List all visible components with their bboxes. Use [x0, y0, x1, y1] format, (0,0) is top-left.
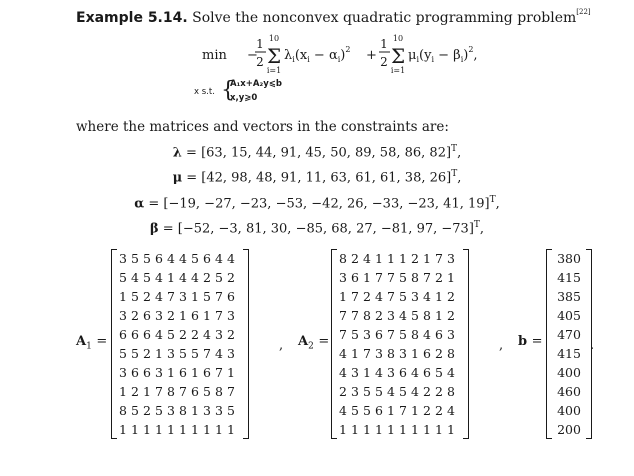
- matrix-cell: 3: [167, 346, 175, 361]
- matrix-cell: 6: [351, 270, 359, 285]
- matrix-cell: 1: [167, 270, 175, 285]
- matrix-cell: 7: [387, 270, 395, 285]
- matrix-cell: 6: [435, 327, 443, 342]
- matrix-cell: 8: [387, 346, 395, 361]
- right-bracket: [243, 249, 249, 439]
- matrix-cell: 2: [179, 327, 187, 342]
- right-bracket: [463, 249, 469, 439]
- matrix-cell: 4: [375, 289, 383, 304]
- frac-num-1: 1: [256, 37, 264, 51]
- matrix-cell: 3: [215, 403, 223, 418]
- vector-lambda: λ = [63, 15, 44, 91, 45, 50, 89, 58, 86, 82]$^T$,: [172, 144, 462, 161]
- vector-alpha: α = [−19, −27, −23, −53, −42, 26, −33, −23, 41, 19]$^T$,: [134, 195, 500, 212]
- matrix-cell: 2: [167, 308, 175, 323]
- matrix-cell: 8: [119, 403, 127, 418]
- matrix-a2: [331, 249, 469, 439]
- matrix-cell: 3: [179, 289, 187, 304]
- vector-cell: 385: [557, 289, 581, 304]
- constraint-2: x,y⩾0: [230, 93, 258, 103]
- example-text: Solve the nonconvex quadratic programming problem: [192, 10, 577, 26]
- matrix-row: [117, 420, 237, 439]
- matrix-row: [117, 268, 237, 287]
- matrix-cell: 4: [155, 327, 163, 342]
- matrix-cell: 7: [203, 346, 211, 361]
- matrix-cell: 6: [423, 346, 431, 361]
- matrix-cell: 1: [203, 422, 211, 437]
- matrix-cell: 3: [167, 403, 175, 418]
- matrix-cell: 5: [155, 403, 163, 418]
- matrix-cell: 4: [411, 384, 419, 399]
- matrix-cell: 3: [387, 308, 395, 323]
- matrix-cell: 2: [227, 327, 235, 342]
- matrix-cell: 7: [435, 251, 443, 266]
- matrix-cell: 4: [191, 270, 199, 285]
- matrix-cell: 1: [191, 422, 199, 437]
- matrix-cell: 8: [447, 384, 455, 399]
- matrix-cell: 7: [215, 308, 223, 323]
- matrix-cell: 7: [387, 327, 395, 342]
- matrix-cell: 7: [167, 289, 175, 304]
- vector-row: [552, 306, 586, 325]
- matrix-cell: 1: [215, 422, 223, 437]
- matrix-cell: 1: [155, 346, 163, 361]
- constraint-1: A₁x+A₂y⩽b: [230, 79, 282, 89]
- matrix-cell: 1: [179, 422, 187, 437]
- matrix-cell: 6: [227, 289, 235, 304]
- matrix-cell: 1: [435, 289, 443, 304]
- matrix-cell: 2: [363, 289, 371, 304]
- matrix-cell: 7: [155, 384, 163, 399]
- matrix-row: [337, 420, 457, 439]
- matrix-cell: 1: [399, 422, 407, 437]
- matrix-row: [337, 249, 457, 268]
- matrix-cell: 3: [155, 365, 163, 380]
- matrix-cell: 1: [423, 251, 431, 266]
- matrix-cell: 3: [375, 346, 383, 361]
- vector-row: [552, 401, 586, 420]
- matrix-cell: 4: [179, 270, 187, 285]
- vector-row: [552, 420, 586, 439]
- frac-den-2: 2: [380, 55, 388, 69]
- matrix-cell: 1: [387, 422, 395, 437]
- matrix-cell: 3: [155, 308, 163, 323]
- matrix-cell: 5: [215, 270, 223, 285]
- matrix-cell: 5: [143, 270, 151, 285]
- matrix-cell: 6: [203, 251, 211, 266]
- matrix-cell: 5: [399, 384, 407, 399]
- matrix-cell: 2: [131, 384, 139, 399]
- matrix-cell: 1: [435, 308, 443, 323]
- matrix-a1-entries: [117, 249, 237, 439]
- matrix-cell: 1: [375, 422, 383, 437]
- constraints-block: [190, 74, 290, 106]
- matrix-row: [337, 363, 457, 382]
- matrix-cell: 1: [435, 422, 443, 437]
- matrix-row: [117, 306, 237, 325]
- matrix-cell: 8: [411, 327, 419, 342]
- matrix-cell: 6: [119, 327, 127, 342]
- matrix-cell: 4: [155, 270, 163, 285]
- sum-upper-2: 10: [392, 34, 404, 43]
- matrix-cell: 1: [143, 422, 151, 437]
- matrix-cell: 4: [203, 327, 211, 342]
- matrix-cell: 7: [363, 346, 371, 361]
- matrix-cell: 1: [351, 422, 359, 437]
- matrix-cell: 5: [411, 308, 419, 323]
- matrix-cell: 4: [423, 289, 431, 304]
- matrix-cell: 1: [119, 422, 127, 437]
- matrix-row: [117, 363, 237, 382]
- matrix-cell: 3: [227, 308, 235, 323]
- matrix-cell: 4: [131, 270, 139, 285]
- matrix-cell: 2: [227, 270, 235, 285]
- vector-mu: μ = [42, 98, 48, 91, 11, 63, 61, 61, 38, 26]$^T$,: [172, 169, 462, 186]
- matrix-cell: 3: [411, 289, 419, 304]
- matrix-cell: 1: [411, 403, 419, 418]
- frac-den-1: 2: [256, 55, 264, 69]
- example-heading: [76, 8, 591, 26]
- matrix-cell: 7: [179, 384, 187, 399]
- matrix-cell: 5: [399, 327, 407, 342]
- matrix-cell: 7: [339, 327, 347, 342]
- matrix-cell: 4: [227, 251, 235, 266]
- example-label: Example 5.14.: [76, 10, 188, 26]
- matrix-cell: 5: [351, 327, 359, 342]
- matrix-cell: 5: [179, 346, 187, 361]
- reference-mark[interactable]: [22]: [576, 8, 591, 16]
- matrix-cell: 5: [203, 289, 211, 304]
- matrix-cell: 1: [399, 251, 407, 266]
- matrix-cell: 4: [387, 384, 395, 399]
- matrix-cell: 3: [119, 308, 127, 323]
- matrix-cell: 2: [203, 270, 211, 285]
- matrix-cell: 2: [143, 289, 151, 304]
- matrix-cell: 7: [387, 289, 395, 304]
- matrix-cell: 7: [215, 289, 223, 304]
- matrix-cell: 4: [411, 365, 419, 380]
- right-bracket: [586, 249, 595, 439]
- matrix-cell: 5: [143, 251, 151, 266]
- matrix-cell: 6: [399, 365, 407, 380]
- matrix-cell: 7: [351, 289, 359, 304]
- matrix-cell: 3: [351, 384, 359, 399]
- matrix-cell: 5: [119, 346, 127, 361]
- matrix-cell: 7: [215, 365, 223, 380]
- matrix-row: [117, 401, 237, 420]
- vector-row: [552, 363, 586, 382]
- matrix-cell: 8: [215, 384, 223, 399]
- matrix-cell: 3: [399, 346, 407, 361]
- matrix-cell: 1: [203, 308, 211, 323]
- vector-beta: β = [−52, −3, 81, 30, −85, 68, 27, −81, 97, −73]$^T$,: [149, 220, 485, 237]
- matrix-cell: 8: [447, 346, 455, 361]
- matrix-cell: 1: [167, 422, 175, 437]
- matrix-cell: 1: [191, 289, 199, 304]
- matrix-row: [117, 325, 237, 344]
- matrix-cell: 1: [447, 422, 455, 437]
- matrix-cell: 2: [435, 384, 443, 399]
- matrix-cell: 5: [435, 365, 443, 380]
- matrix-cell: 4: [447, 403, 455, 418]
- subject-to-label: x s.t.: [194, 87, 215, 97]
- matrix-cell: 5: [119, 270, 127, 285]
- matrix-cell: 1: [423, 422, 431, 437]
- matrix-cell: 6: [155, 251, 163, 266]
- vector-b-entries: [552, 249, 586, 439]
- matrix-cell: 4: [399, 308, 407, 323]
- matrix-cell: 4: [375, 365, 383, 380]
- vector-cell: 200: [557, 422, 581, 437]
- sum-lower-1: i=1: [266, 66, 282, 75]
- matrix-cell: 6: [375, 327, 383, 342]
- matrix-cell: 2: [447, 289, 455, 304]
- vector-row: [552, 268, 586, 287]
- vector-cell: 415: [557, 270, 581, 285]
- matrix-cell: 6: [143, 327, 151, 342]
- matrix-cell: 4: [167, 251, 175, 266]
- matrix-cell: 2: [447, 308, 455, 323]
- matrix-cell: 5: [363, 384, 371, 399]
- matrix-cell: 1: [131, 422, 139, 437]
- matrix-cell: 5: [399, 270, 407, 285]
- vector-b: [546, 249, 595, 439]
- matrix-row: [117, 249, 237, 268]
- matrix-cell: 3: [119, 251, 127, 266]
- matrix-cell: 5: [351, 403, 359, 418]
- matrix-cell: 5: [227, 403, 235, 418]
- vector-cell: 400: [557, 403, 581, 418]
- matrix-cell: 4: [155, 289, 163, 304]
- matrix-cell: 1: [363, 270, 371, 285]
- matrix-cell: 1: [179, 308, 187, 323]
- matrix-cell: 8: [167, 384, 175, 399]
- matrix-cell: 4: [363, 251, 371, 266]
- matrix-cell: 5: [167, 327, 175, 342]
- term-1: $\lambda_i(x_i - \alpha_i)^2$: [284, 45, 351, 64]
- matrix-cell: 8: [339, 251, 347, 266]
- min-operator: min: [202, 48, 227, 63]
- matrix-row: [337, 382, 457, 401]
- matrix-cell: 2: [131, 308, 139, 323]
- vector-row: [552, 344, 586, 363]
- matrix-cell: 1: [363, 422, 371, 437]
- matrix-cell: 3: [447, 251, 455, 266]
- matrix-cell: 4: [215, 346, 223, 361]
- intro-text: where the matrices and vectors in the constraints are:: [76, 119, 449, 135]
- matrix-cell: 3: [203, 403, 211, 418]
- matrix-cell: 1: [167, 365, 175, 380]
- matrix-cell: 3: [351, 365, 359, 380]
- matrix-cell: 1: [143, 384, 151, 399]
- matrix-cell: 1: [447, 270, 455, 285]
- constraint-brace: {: [221, 78, 235, 103]
- vector-row: [552, 249, 586, 268]
- matrix-cell: 7: [375, 270, 383, 285]
- matrix-cell: 7: [399, 403, 407, 418]
- matrix-cell: 8: [423, 308, 431, 323]
- matrix-cell: 6: [191, 308, 199, 323]
- matrix-a1-label: $A_1$ =: [76, 334, 108, 352]
- matrix-cell: 4: [339, 365, 347, 380]
- matrix-cell: 2: [143, 346, 151, 361]
- matrix-cell: 1: [387, 251, 395, 266]
- matrix-cell: 6: [131, 327, 139, 342]
- matrix-cell: 8: [179, 403, 187, 418]
- matrix-cell: 7: [339, 308, 347, 323]
- matrix-cell: 7: [423, 270, 431, 285]
- vector-cell: 460: [557, 384, 581, 399]
- matrix-cell: 2: [143, 403, 151, 418]
- vector-b-label: b =: [518, 334, 543, 349]
- vector-cell: 470: [557, 327, 581, 342]
- matrix-cell: 2: [423, 403, 431, 418]
- vector-row: [552, 287, 586, 306]
- matrix-row: [117, 287, 237, 306]
- matrix-cell: 2: [339, 384, 347, 399]
- matrix-row: [337, 325, 457, 344]
- matrix-cell: 4: [215, 251, 223, 266]
- matrix-cell: 4: [423, 327, 431, 342]
- matrix-row: [117, 344, 237, 363]
- matrix-cell: 3: [363, 327, 371, 342]
- matrix-row: [337, 401, 457, 420]
- matrix-cell: 2: [423, 384, 431, 399]
- matrix-cell: 5: [399, 289, 407, 304]
- matrix-cell: 5: [191, 346, 199, 361]
- matrix-cell: 2: [191, 327, 199, 342]
- plus-sign: +: [366, 48, 377, 63]
- matrix-cell: 6: [131, 365, 139, 380]
- matrix-a2-label: $A_2$ =: [298, 334, 330, 352]
- vector-cell: 405: [557, 308, 581, 323]
- matrix-cell: 1: [351, 346, 359, 361]
- matrix-cell: 6: [191, 384, 199, 399]
- matrix-cell: 1: [191, 403, 199, 418]
- matrix-cell: 2: [435, 403, 443, 418]
- matrix-cell: 5: [131, 403, 139, 418]
- matrix-cell: 1: [339, 289, 347, 304]
- frac-num-2: 1: [380, 37, 388, 51]
- final-period: .: [590, 338, 595, 353]
- sum-sign-2: Σ: [391, 44, 406, 68]
- matrix-a2-entries: [337, 249, 457, 439]
- matrix-separator-1: ,: [279, 338, 284, 353]
- matrix-cell: 5: [203, 384, 211, 399]
- matrix-cell: 2: [351, 251, 359, 266]
- matrix-cell: 6: [203, 365, 211, 380]
- matrix-cell: 1: [119, 384, 127, 399]
- matrix-cell: 7: [351, 308, 359, 323]
- matrix-cell: 1: [339, 422, 347, 437]
- matrix-cell: 5: [363, 403, 371, 418]
- matrix-cell: 1: [411, 422, 419, 437]
- matrix-separator-2: ,: [499, 338, 504, 353]
- matrix-cell: 8: [411, 270, 419, 285]
- matrix-cell: 2: [411, 251, 419, 266]
- matrix-cell: 1: [363, 365, 371, 380]
- matrix-cell: 7: [227, 384, 235, 399]
- matrix-cell: 3: [215, 327, 223, 342]
- vector-cell: 380: [557, 251, 581, 266]
- matrix-cell: 3: [339, 270, 347, 285]
- matrix-cell: 2: [435, 270, 443, 285]
- sum-upper-1: 10: [268, 34, 280, 43]
- matrix-row: [337, 287, 457, 306]
- matrix-cell: 2: [375, 308, 383, 323]
- matrix-cell: 6: [375, 403, 383, 418]
- vector-row: [552, 382, 586, 401]
- matrix-cell: 6: [143, 365, 151, 380]
- matrix-cell: 5: [131, 346, 139, 361]
- sum-sign-1: Σ: [267, 44, 282, 68]
- matrix-cell: 3: [387, 365, 395, 380]
- matrix-cell: 6: [143, 308, 151, 323]
- vector-cell: 415: [557, 346, 581, 361]
- matrix-cell: 1: [191, 365, 199, 380]
- matrix-cell: 4: [339, 403, 347, 418]
- matrix-cell: 8: [363, 308, 371, 323]
- matrix-cell: 1: [227, 365, 235, 380]
- matrix-a1: [111, 249, 249, 439]
- matrix-cell: 1: [411, 346, 419, 361]
- matrix-cell: 5: [191, 251, 199, 266]
- matrix-cell: 5: [131, 251, 139, 266]
- matrix-cell: 3: [119, 365, 127, 380]
- vector-cell: 400: [557, 365, 581, 380]
- matrix-cell: 3: [447, 327, 455, 342]
- matrix-cell: 1: [227, 422, 235, 437]
- matrix-row: [337, 344, 457, 363]
- matrix-cell: 1: [155, 422, 163, 437]
- sum-lower-2: i=1: [390, 66, 406, 75]
- matrix-row: [117, 382, 237, 401]
- matrix-cell: 1: [119, 289, 127, 304]
- matrix-row: [337, 268, 457, 287]
- matrix-cell: 2: [435, 346, 443, 361]
- term-2: $\mu_i(y_i - \beta_i)^2$,: [408, 45, 478, 64]
- vector-row: [552, 325, 586, 344]
- matrix-cell: 3: [227, 346, 235, 361]
- matrix-cell: 4: [179, 251, 187, 266]
- matrix-cell: 6: [179, 365, 187, 380]
- minus-sign: −: [247, 48, 258, 63]
- matrix-cell: 1: [387, 403, 395, 418]
- matrix-row: [337, 306, 457, 325]
- matrix-cell: 4: [339, 346, 347, 361]
- matrix-cell: 5: [375, 384, 383, 399]
- matrix-cell: 1: [375, 251, 383, 266]
- matrix-cell: 5: [131, 289, 139, 304]
- matrix-cell: 6: [423, 365, 431, 380]
- matrix-cell: 4: [447, 365, 455, 380]
